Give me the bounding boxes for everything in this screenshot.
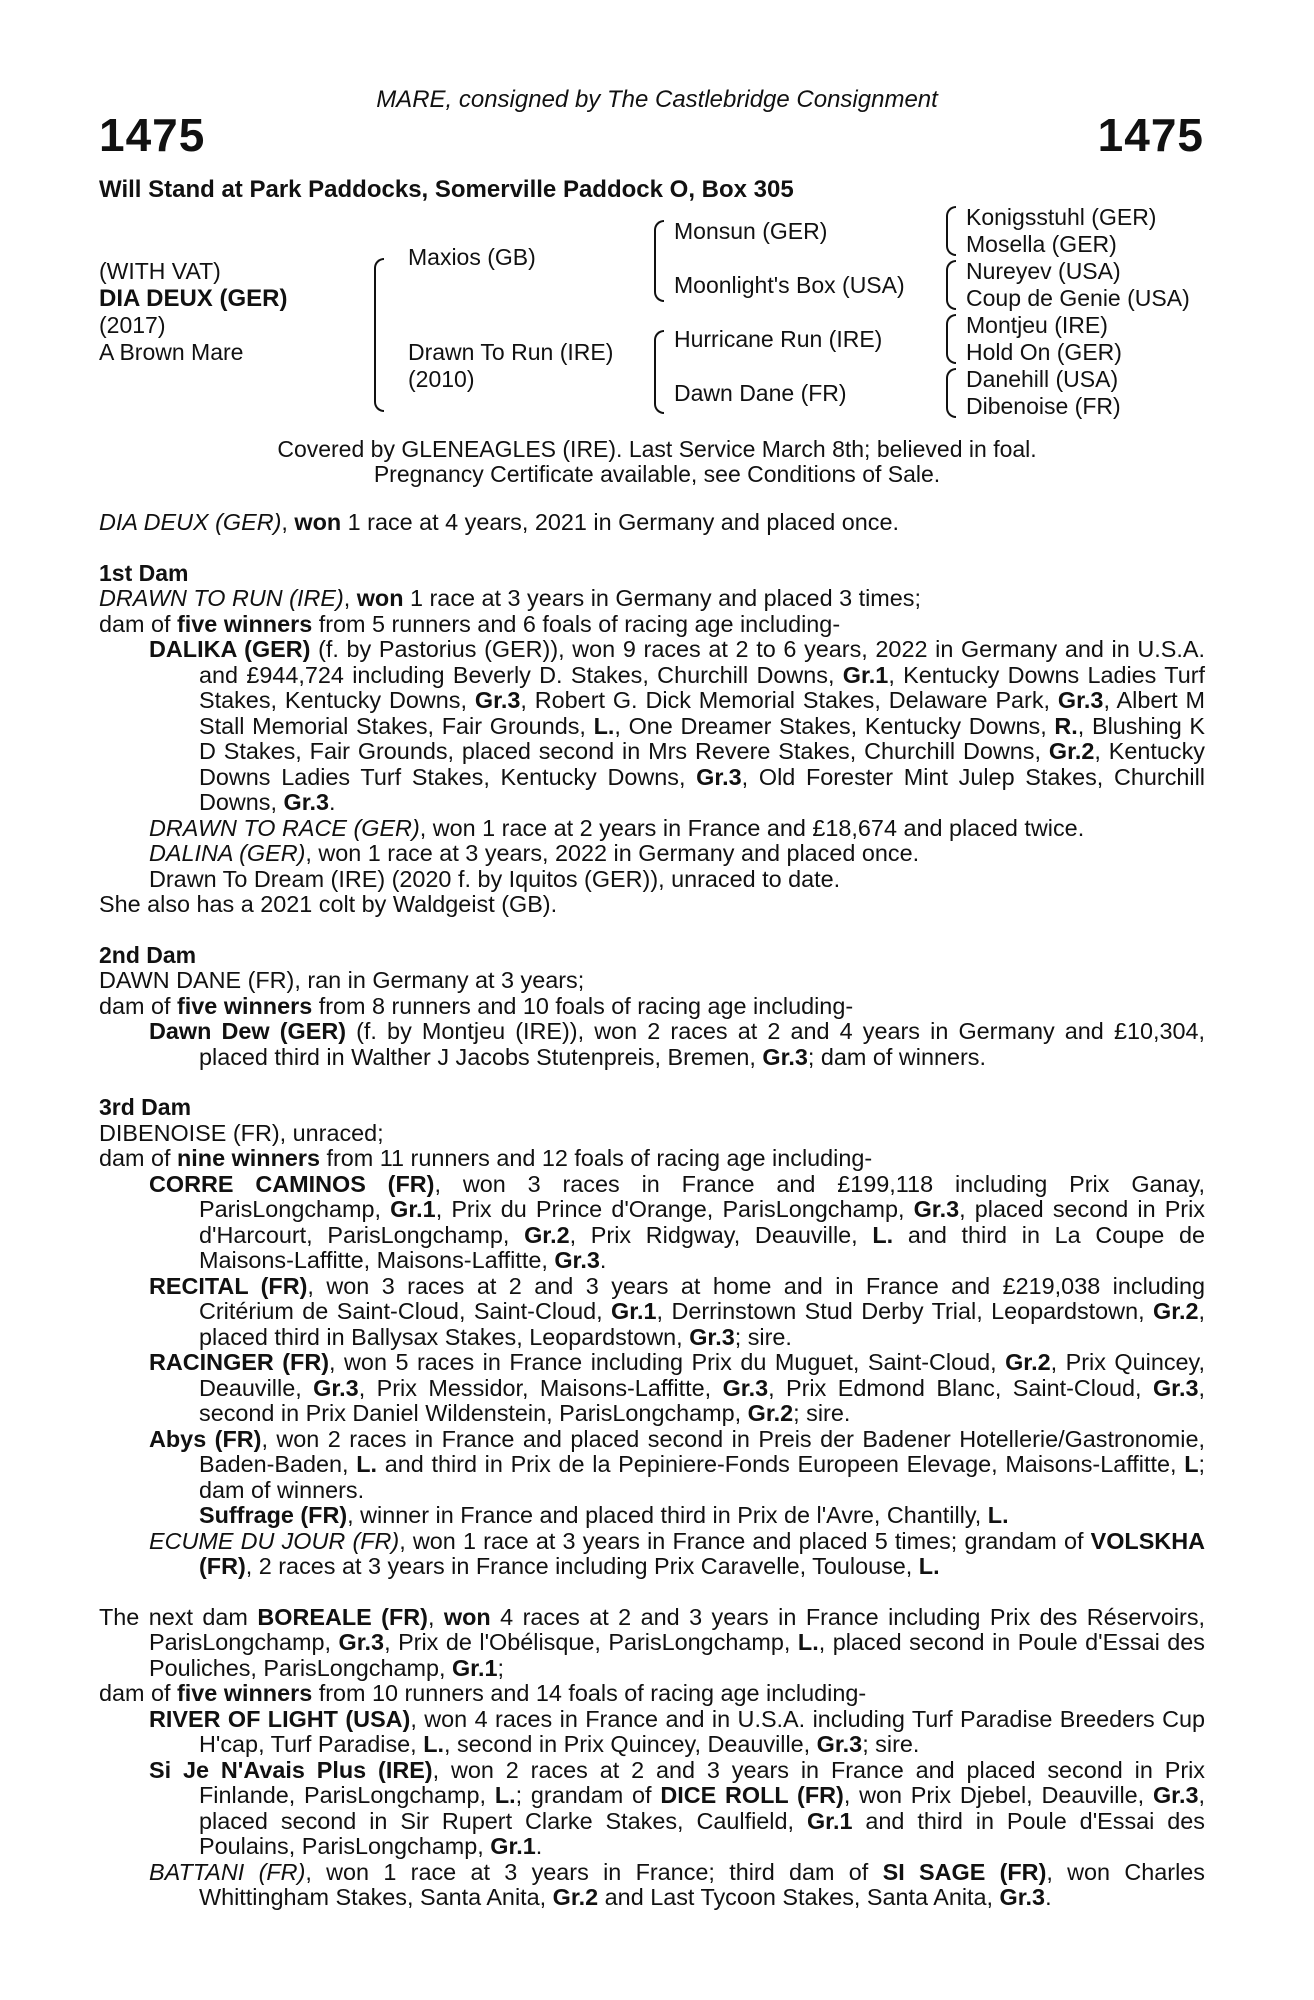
third-dam-produce-6: ECUME DU JOUR (FR), won 1 race at 3 years in France and placed 5 times; grandam of VOLSKHA (FR), 2 races at 3 years in France including Prix Caravelle, Toulouse, L. (149, 1527, 1205, 1579)
second-dam-produce-1: Dawn Dew (GER) (f. by Montjeu (IRE)), won 2 races at 2 and 4 years in Germany and £10,304, placed third in Walther J Jacobs Stutenpreis, Bremen, Gr.3; dam of winners. (149, 1018, 1205, 1070)
third-dam-produce-4: Abys (FR), won 2 races in France and placed second in Preis der Badener Hotellerie/Gastronomie, Baden-Baden, L. and third in Prix de la Pepiniere-Fonds Europeen Elevage, Maisons-Laffitte, L; dam of winners. (149, 1425, 1205, 1503)
pedigree-dam-sire: Hurricane Run (IRE) (674, 326, 883, 352)
consignor-line: MARE, consigned by The Castlebridge Consignment (376, 86, 938, 113)
pedigree-g3: Nureyev (USA) (966, 258, 1121, 284)
third-dam-line: DIBENOISE (FR), unraced; (99, 1119, 384, 1146)
pedigree-g7: Danehill (USA) (966, 366, 1119, 392)
covered-note: Covered by GLENEAGLES (IRE). Last Service March 8th; believed in foal. (277, 436, 1037, 462)
third-dam-produce-5: Suffrage (FR), winner in France and placed third in Prix de l'Avre, Chantilly, L. (199, 1502, 1009, 1528)
first-dam-heading: 1st Dam (99, 559, 189, 586)
pedigree-g5: Montjeu (IRE) (966, 312, 1108, 338)
horse-name: DIA DEUX (GER) (99, 285, 288, 312)
pedigree-brace-g2 (946, 260, 956, 310)
pedigree-g1: Konigsstuhl (GER) (966, 204, 1157, 230)
third-dam-produce-3: RACINGER (FR), won 5 races in France including Prix du Muguet, Saint-Cloud, Gr.2, Prix Quincey, Deauville, Gr.3, Prix Messidor, Maisons-Laffitte, Gr.3, Prix Edmond Blanc, Saint-Cloud, Gr.3, second in Prix Daniel Wildenstein, ParisLongchamp, Gr.2; sire. (149, 1349, 1205, 1426)
pedigree-dam: Drawn To Run (IRE) (408, 339, 614, 365)
first-dam-line: DRAWN TO RUN (IRE), won 1 race at 3 years in Germany and placed 3 times; (99, 585, 921, 611)
stabling-location: Will Stand at Park Paddocks, Somerville Paddock O, Box 305 (99, 176, 794, 203)
first-dam-produce-3: DALINA (GER), won 1 race at 3 years, 2022 in Germany and placed once. (149, 840, 920, 866)
pedigree-sire: Maxios (GB) (408, 244, 536, 270)
pedigree-brace-dam (654, 330, 664, 414)
lot-number-left: 1475 (99, 109, 206, 161)
pedigree-g4: Coup de Genie (USA) (966, 285, 1190, 311)
pedigree-brace-g4 (946, 368, 956, 418)
first-dam-produce-4: Drawn To Dream (IRE) (2020 f. by Iquitos (GER)), unraced to date. (149, 865, 841, 892)
next-dam-produce-1: RIVER OF LIGHT (USA), won 4 races in France and in U.S.A. including Turf Paradise Breeders Cup H'cap, Turf Paradise, L., second in Prix Quincey, Deauville, Gr.3; sire. (149, 1705, 1206, 1757)
catalogue-body (99, 510, 1205, 1911)
pedigree-g2: Mosella (GER) (966, 231, 1117, 257)
next-dam-paragraph: The next dam BOREALE (FR), won 4 races at 2 and 3 years in France including Prix des Réservoirs, ParisLongchamp, Gr.3, Prix de l'Obélisque, ParisLongchamp, L., placed second in Poule d'Essai des Pouliches, ParisLongchamp, Gr.1; (99, 1603, 1206, 1681)
next-dam-produce-3: BATTANI (FR), won 1 race at 3 years in France; third dam of SI SAGE (FR), won Charles Whittingham Stakes, Santa Anita, Gr.2 and Last Tycoon Stakes, Santa Anita, Gr.3. (149, 1858, 1205, 1910)
lot-number-right: 1475 (1097, 109, 1204, 161)
pedigree-brace-sire (654, 220, 664, 302)
second-dam-summary: dam of five winners from 8 runners and 10 foals of racing age including- (99, 992, 854, 1019)
pedigree-brace-g3 (946, 314, 956, 364)
first-dam-produce-5: She also has a 2021 colt by Waldgeist (GB). (99, 891, 558, 917)
vat-note: (WITH VAT) (99, 258, 221, 284)
pedigree-dam-dam: Dawn Dane (FR) (674, 380, 847, 406)
horse-description: A Brown Mare (99, 339, 244, 365)
pedigree-sire-sire: Monsun (GER) (674, 218, 828, 244)
intro-paragraph: DIA DEUX (GER), won 1 race at 4 years, 2021 in Germany and placed once. (99, 509, 899, 535)
next-dam-produce-2: Si Je N'Avais Plus (IRE), won 2 races at 2 and 3 years in France and placed second in Prix Finlande, ParisLongchamp, L.; grandam of DICE ROLL (FR), won Prix Djebel, Deauville, Gr.3, placed second in Sir Rupert Clarke Stakes, Caulfield, Gr.1 and third in Poule d'Essai des Poulains, ParisLongchamp, Gr.1. (149, 1756, 1205, 1859)
second-dam-line: DAWN DANE (FR), ran in Germany at 3 years; (99, 967, 585, 993)
pedigree-brace-main (374, 258, 384, 412)
pedigree-brace-g1 (946, 206, 956, 256)
first-dam-produce-1: DALIKA (GER) (f. by Pastorius (GER)), won 9 races at 2 to 6 years, 2022 in Germany and in U.S.A. and £944,724 including Beverly D. Stakes, Churchill Downs, Gr.1, Kentucky Downs Ladies Turf Stakes, Kentucky Downs, Gr.3, Robert G. Dick Memorial Stakes, Delaware Park, Gr.3, Albert M Stall Memorial Stakes, Fair Grounds, L., One Dreamer Stakes, Kentucky Downs, R., Blushing K D Stakes, Fair Grounds, placed second in Mrs Revere Stakes, Churchill Downs, Gr.2, Kentucky Downs Ladies Turf Stakes, Kentucky Downs, Gr.3, Old Forester Mint Julep Stakes, Churchill Downs, Gr.3. (149, 636, 1205, 815)
horse-year: (2017) (99, 312, 166, 338)
first-dam-summary: dam of five winners from 5 runners and 6 foals of racing age including- (99, 610, 841, 637)
second-dam-heading: 2nd Dam (99, 941, 197, 968)
third-dam-heading: 3rd Dam (99, 1094, 192, 1120)
pedigree-g6: Hold On (GER) (966, 339, 1122, 365)
third-dam-produce-2: RECITAL (FR), won 3 races at 2 and 3 years at home and in France and £219,038 including Critérium de Saint-Cloud, Saint-Cloud, Gr.1, Derrinstown Stud Derby Trial, Leopardstown, Gr.2, placed third in Ballysax Stakes, Leopardstown, Gr.3; sire. (149, 1272, 1206, 1350)
pedigree-g8: Dibenoise (FR) (966, 393, 1121, 419)
third-dam-summary: dam of nine winners from 11 runners and 12 foals of racing age including- (99, 1145, 873, 1171)
next-dam-summary: dam of five winners from 10 runners and 14 foals of racing age including- (99, 1680, 867, 1706)
third-dam-produce-1: CORRE CAMINOS (FR), won 3 races in France and £199,118 including Prix Ganay, ParisLongchamp, Gr.1, Prix du Prince d'Orange, ParisLongchamp, Gr.3, placed second in Prix d'Harcourt, ParisLongchamp, Gr.2, Prix Ridgway, Deauville, L. and third in La Coupe de Maisons-Laffitte, Maisons-Laffitte, Gr.3. (149, 1170, 1205, 1273)
pregnancy-note: Pregnancy Certificate available, see Conditions of Sale. (373, 461, 941, 487)
pedigree-dam-year: (2010) (408, 366, 475, 392)
pedigree-sire-dam: Moonlight's Box (USA) (674, 272, 905, 298)
first-dam-produce-2: DRAWN TO RACE (GER), won 1 race at 2 years in France and £18,674 and placed twice. (149, 814, 1085, 841)
